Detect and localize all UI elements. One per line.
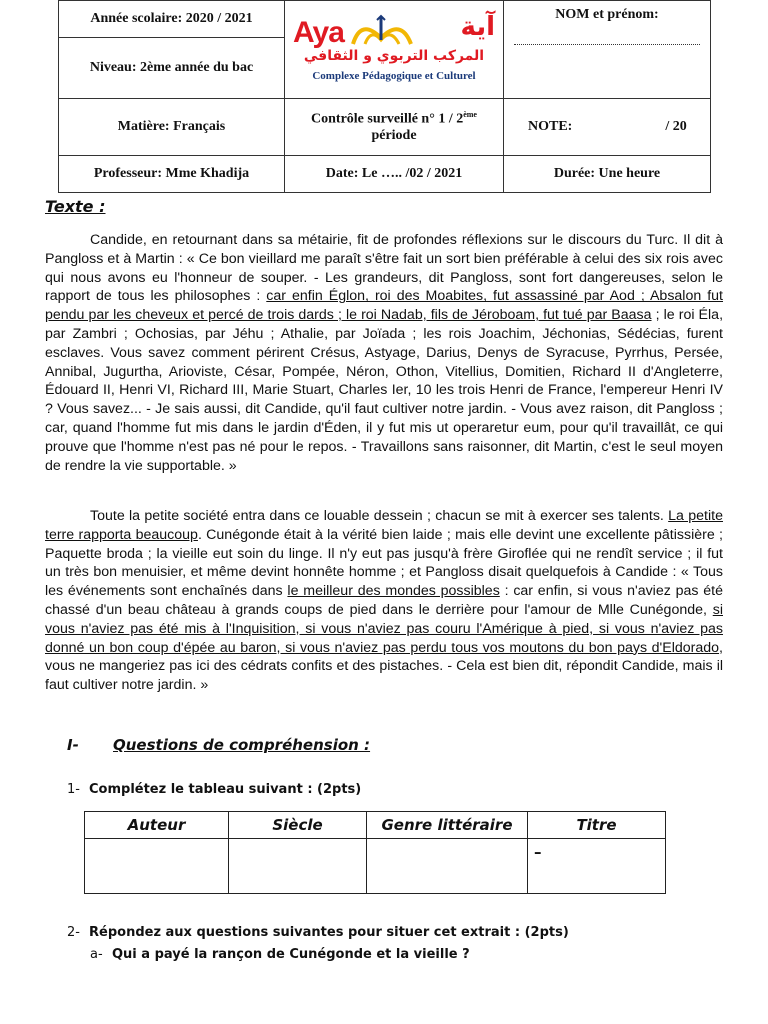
- section-1-number: I-: [67, 736, 79, 754]
- p2-text-a: Toute la petite société entra dans ce louable dessein ; chacun se mit à exercer ses talents.: [90, 508, 669, 524]
- p2-underlined-2: le meilleur des mondes possibles: [287, 583, 500, 600]
- p1-underlined: car enfin Églon, roi des Moabites, fut assassiné par Aod ; Absalon fut pendu par les cheveux et percé de trois dards ; le roi Nadab, fils de Jéroboam, fut tué par Baasa: [45, 288, 723, 324]
- logo-cell: [285, 1, 504, 99]
- question-1-table: [84, 811, 666, 894]
- question-2: [67, 925, 569, 940]
- date-text: Date: Le ….. /02 / 2021: [325, 166, 463, 181]
- section-1-heading: [67, 736, 370, 754]
- nom-cell: [504, 1, 711, 99]
- open-book-logo-icon: [351, 14, 413, 48]
- logo-subtitle: Complexe Pédagogique et Culturel: [312, 69, 476, 82]
- professeur-cell: [59, 156, 285, 193]
- question-1-number: 1-: [67, 782, 80, 797]
- niveau-text: Niveau: 2ème année du bac: [89, 60, 254, 75]
- controle-sup: ème: [463, 110, 477, 120]
- p2-text-d: , vous ne mangeriez pas ici des cédrats confits et des pistaches. - Cela est bien dit, répondit Candide, mais il faut cultiver notre jardin. »: [45, 639, 723, 694]
- logo: [285, 2, 503, 98]
- question-1: [67, 782, 361, 797]
- table-header-siecle: Siècle: [229, 812, 367, 839]
- controle-text: Contrôle surveillé n° 1 / 2: [311, 111, 464, 127]
- p2-text-b: . Cunégonde était à la vérité bien laide ; mais elle devint une excellente pâtissière ; Paquette broda ; la vieille eut soin du linge. Il n'y eut pas jusqu'à frère Giroflée qui ne rendît service ; il fut un très bon menuisier, et même devint honnête homme ; et Pangloss disait quelquefois à Candide : « Tous les événements sont enchaînés dans: [45, 526, 723, 600]
- question-2a-number: a-: [90, 947, 103, 962]
- logo-arabic-subtitle: المركب التربوي و الثقافي: [303, 47, 485, 64]
- nom-dotted-line: [514, 43, 700, 45]
- question-2-number: 2-: [67, 925, 80, 940]
- texte-title: Texte :: [45, 197, 106, 216]
- table-cell-titre[interactable]: –: [528, 839, 666, 894]
- question-1-text: Complétez le tableau suivant : (2pts): [89, 782, 362, 797]
- annee-text: Année scolaire: 2020 / 2021: [90, 11, 253, 26]
- p2-text-c: : car enfin, si vous n'aviez pas été chassé d'un beau château à grands coups de pied dans le derrière pour l'amour de Mlle Cunégonde,: [45, 583, 723, 618]
- p1-text-b: ; le roi Éla, par Zambri ; Ochosias, par Jéhu ; Athalie, par Joïada ; les rois Joachim, Jéchonias, Sédécias, furent esclaves. Vous savez comment périrent Crésus, Astyage, Darius, Denys de Syracuse, Pyrrhus, Persée, Annibal, Jugurtha, Arioviste, César, Pompée, Néron, Othon, Vitellius, Domitien, Richard II d'Angleterre, Édouard II, Henri VI, Richard III, Marie Stuart, Charles Ier, 10 les trois Henri de France, l'empereur Henri IV ? Vous savez... - Je sais aussi, dit Candide, qu'il faut cultiver notre jardin. - Vous avez raison, dit Pangloss ; car, quand l'homme fut mis dans le jardin d'Éden, il y fut mis ut operaretur eum, pour qu'il travaillât, ce qui prouve que l'homme n'est pas né pour le repos. - Travaillons sans raisonner, dit Martin, c'est le seul moyen de rendre la vie supportable. »: [45, 307, 724, 474]
- annee-cell: [59, 1, 285, 38]
- duree-text: Durée: Une heure: [553, 166, 661, 181]
- paragraph-2: [45, 507, 723, 695]
- table-cell-siecle[interactable]: [229, 839, 367, 894]
- p1-text-a: Candide, en retournant dans sa métairie, fit de profondes réflexions sur le discours du Turc. Il dit à Pangloss et à Martin : « Ce bon vieillard me paraît s'être fait un sort bien préférable à celui des six rois avec qui nous avons eu l'honneur de souper. - Les grandeurs, dit Pangloss, sont fort dangereuses, selon le rapport de tous les philosophes :: [45, 232, 723, 305]
- p2-underlined-1: La petite terre rapporta beaucoup: [45, 508, 723, 543]
- table-header-genre: Genre littéraire: [367, 812, 528, 839]
- professeur-text: Professeur: Mme Khadija: [93, 166, 250, 181]
- paragraph-1: [45, 231, 723, 475]
- logo-arabic-name: آية: [460, 11, 495, 42]
- table-header-titre: Titre: [528, 812, 666, 839]
- note-label: NOTE:: [528, 119, 573, 134]
- table-header-auteur: Auteur: [85, 812, 229, 839]
- section-1-title: Questions de compréhension :: [113, 736, 371, 754]
- date-cell: [285, 156, 504, 193]
- note-total: / 20: [665, 119, 687, 134]
- question-2a: [90, 947, 470, 962]
- controle-cell: [285, 99, 504, 156]
- controle-periode: période: [371, 127, 417, 143]
- question-2-text: Répondez aux questions suivantes pour situer cet extrait : (2pts): [89, 925, 569, 940]
- duree-cell: [504, 156, 711, 193]
- header-table: [58, 0, 711, 193]
- logo-aya-text: Aya: [293, 15, 344, 49]
- table-cell-auteur[interactable]: [85, 839, 229, 894]
- table-cell-genre[interactable]: [367, 839, 528, 894]
- nom-label: NOM et prénom:: [555, 7, 659, 22]
- matiere-cell: [59, 99, 285, 156]
- question-2a-text: Qui a payé la rançon de Cunégonde et la vieille ?: [112, 947, 470, 962]
- niveau-cell: [59, 38, 285, 99]
- p2-underlined-3: si vous n'aviez pas été mis à l'Inquisition, si vous n'aviez pas couru l'Amérique à pied, si vous n'aviez pas donné un bon coup d'épée au baron, si vous n'aviez pas perdu tous vos moutons du bon pays d'Eldorado: [45, 601, 723, 656]
- matiere-text: Matière: Français: [117, 119, 226, 134]
- note-cell: [504, 99, 711, 156]
